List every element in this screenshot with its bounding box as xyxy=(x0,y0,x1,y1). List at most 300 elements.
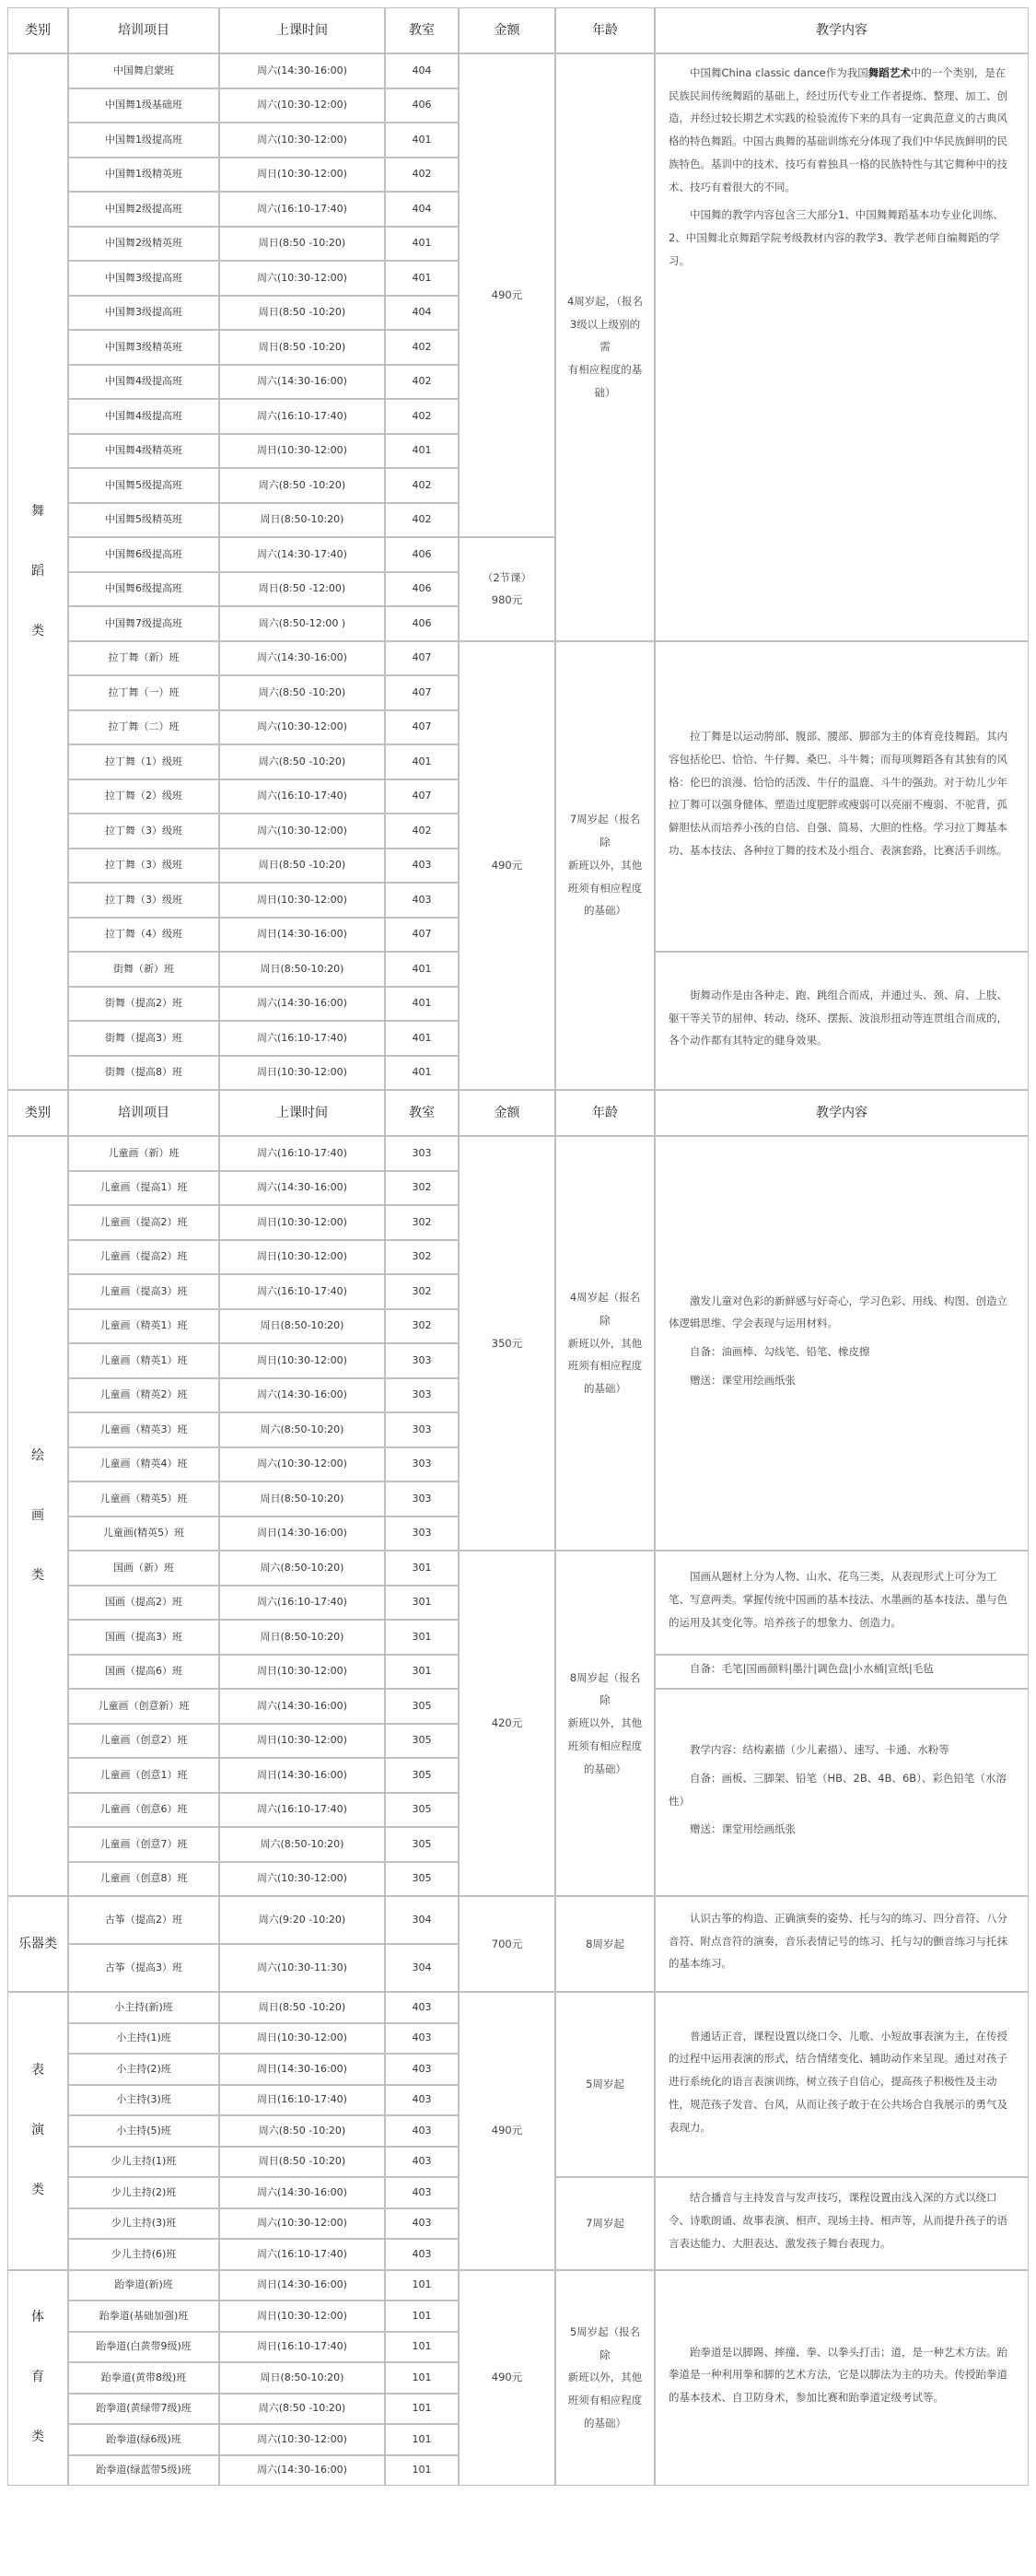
class-time: 周六(14:30-16:00) xyxy=(219,641,385,676)
class-time: 周日(8:50 -10:20) xyxy=(219,849,385,884)
header-room: 教室 xyxy=(385,1090,459,1136)
category-label: 类 xyxy=(31,2183,44,2198)
classroom: 403 xyxy=(385,883,459,918)
course-name: 儿童画（提高2）班 xyxy=(68,1205,219,1240)
content-text: 中国舞的教学内容包含三大部分1、中国舞舞蹈基本功专业化训练、2、中国舞北京舞蹈学院考级教材内容的教学3、教学老师自编舞蹈的学习。 xyxy=(669,208,1004,267)
class-time: 周日(10:30-12:00) xyxy=(219,1056,385,1091)
course-name: 小主持(1)班 xyxy=(68,2023,219,2055)
classroom: 406 xyxy=(385,572,459,607)
teaching-content xyxy=(655,2177,1029,2270)
classroom: 303 xyxy=(385,1481,459,1516)
header-content: 教学内容 xyxy=(655,1090,1029,1136)
classroom: 302 xyxy=(385,1309,459,1344)
class-time: 周日(8:50-10:20) xyxy=(219,2362,385,2394)
header-course: 培训项目 xyxy=(68,7,219,53)
classroom: 301 xyxy=(385,1620,459,1655)
classroom: 403 xyxy=(385,2085,459,2116)
classroom: 301 xyxy=(385,1586,459,1621)
classroom: 101 xyxy=(385,2332,459,2363)
content-text: 自备：油画棒、勾线笔、铅笔、橡皮擦 xyxy=(690,1345,870,1358)
class-time: 周六(16:10-17:40) xyxy=(219,1021,385,1056)
course-name: 中国舞3级提高班 xyxy=(68,296,219,331)
classroom: 305 xyxy=(385,1862,459,1897)
class-time: 周六(14:30-16:00) xyxy=(219,987,385,1022)
class-time: 周日(16:10-17:40) xyxy=(219,2085,385,2116)
content-text: 普通话正音，课程设置以绕口令、儿歌、小短故事表演为主，在传授的过程中运用表演的形式，结合情绪变化、辅助动作来呈现。通过对孩子进行系统化的语言表演训练，树立孩子自信心，提高孩子积极性及主动性，规范孩子发音、台风，从而让孩子敢于在公共场合自我展示的勇气及表现力。 xyxy=(669,2029,1007,2134)
class-time: 周日(14:30-16:00) xyxy=(219,2270,385,2301)
classroom: 301 xyxy=(385,1655,459,1690)
classroom: 305 xyxy=(385,1758,459,1793)
category-label: 乐器类 xyxy=(18,1936,57,1951)
course-name: 跆拳道(白黄带9级)班 xyxy=(68,2332,219,2363)
age-requirement: 7周岁起（报名除 新班以外，其他 班须有相应程度 的基础） xyxy=(555,641,655,1091)
course-name: 拉丁舞（4）级班 xyxy=(68,918,219,953)
content-text: 教学内容：结构素描（少儿素描）、速写、卡通、水粉等 xyxy=(690,1743,949,1757)
course-name: 儿童画(精英5）班 xyxy=(68,1516,219,1551)
class-time: 周六(14:30-16:00) xyxy=(219,1689,385,1724)
course-name: 儿童画（精英5）班 xyxy=(68,1481,219,1516)
course-name: 中国舞5级精英班 xyxy=(68,503,219,538)
classroom: 406 xyxy=(385,88,459,123)
class-time: 周六(14:30-16:00) xyxy=(219,365,385,400)
category-cell-sports xyxy=(7,2270,68,2487)
course-name: 跆拳道(绿蓝带5级)班 xyxy=(68,2455,219,2487)
classroom: 402 xyxy=(385,365,459,400)
classroom: 101 xyxy=(385,2362,459,2394)
class-time: 周日(8:50-10:20) xyxy=(219,1309,385,1344)
course-name: 拉丁舞（3）级班 xyxy=(68,849,219,884)
category-label: 育 xyxy=(31,2370,44,2385)
classroom: 402 xyxy=(385,814,459,849)
class-time: 周六(16:10-17:40) xyxy=(219,1136,385,1171)
class-time: 周六(8:50 -10:20) xyxy=(219,675,385,710)
course-name: 少儿主持(1)班 xyxy=(68,2147,219,2178)
course-name: 儿童画（精英4）班 xyxy=(68,1447,219,1482)
content-text: 激发儿童对色彩的新鲜感与好奇心，学习色彩、用线、构图、创造立体逻辑思维、学会表现与运用材料。 xyxy=(669,1294,1007,1330)
content-paragraph xyxy=(669,2025,1015,2139)
course-name: 跆拳道(绿6级)班 xyxy=(68,2424,219,2455)
classroom: 305 xyxy=(385,1689,459,1724)
course-name: 小主持(2)班 xyxy=(68,2054,219,2085)
content-paragraph xyxy=(669,2186,1015,2254)
class-time: 周六(16:10-17:40) xyxy=(219,2239,385,2270)
class-time: 周六(14:30-16:00) xyxy=(219,1171,385,1206)
content-text: 跆拳道是以脚踢、摔撞、拳、以拳头打击；道，是一种艺术方法。跆拳道是一种利用拳和脚的艺术方法，它是以脚法为主的功夫。传授跆拳道的基本技术、自卫防身术，参加比赛和跆拳道定级考试等。 xyxy=(669,2345,1007,2405)
class-time: 周六(14:30-17:40) xyxy=(219,537,385,572)
category-label: 表 xyxy=(31,2063,44,2078)
course-name: 儿童画（创意7）班 xyxy=(68,1827,219,1862)
age-requirement: 7周岁起 xyxy=(555,2177,655,2270)
class-time: 周六(10:30-12:00) xyxy=(219,710,385,745)
classroom: 304 xyxy=(385,1896,459,1944)
class-time: 周六(10:30-12:00) xyxy=(219,123,385,158)
course-name: 拉丁舞（3）级班 xyxy=(68,814,219,849)
course-name: 儿童画（提高2）班 xyxy=(68,1240,219,1275)
classroom: 403 xyxy=(385,2239,459,2270)
course-name: 中国舞6级提高班 xyxy=(68,537,219,572)
class-time: 周日(8:50-10:20) xyxy=(219,1620,385,1655)
course-name: 跆拳道(黄带8级)班 xyxy=(68,2362,219,2394)
classroom: 303 xyxy=(385,1516,459,1551)
category-label: 画 xyxy=(31,1508,44,1523)
class-time: 周日(16:10-17:40) xyxy=(219,2332,385,2363)
classroom: 303 xyxy=(385,1378,459,1413)
teaching-content xyxy=(655,53,1029,641)
classroom: 403 xyxy=(385,2177,459,2208)
content-text: 中国舞China classic dance作为我国 xyxy=(690,66,868,79)
class-time: 周日(8:50 -10:20) xyxy=(219,227,385,262)
price-cell: 490元 xyxy=(459,641,555,1091)
class-time: 周日(10:30-12:00) xyxy=(219,1205,385,1240)
header-time: 上课时间 xyxy=(219,7,385,53)
classroom: 402 xyxy=(385,330,459,365)
content-text: 赠送：课堂用绘画纸张 xyxy=(690,1373,796,1387)
course-name: 中国舞2级精英班 xyxy=(68,227,219,262)
price-cell: 350元 xyxy=(459,1136,555,1551)
class-time: 周六(16:10-17:40) xyxy=(219,1274,385,1309)
class-time: 周日(8:50 -12:00) xyxy=(219,572,385,607)
course-name: 中国舞4级提高班 xyxy=(68,365,219,400)
classroom: 402 xyxy=(385,158,459,193)
class-time: 周六(10:30-12:00) xyxy=(219,814,385,849)
classroom: 401 xyxy=(385,1021,459,1056)
course-name: 拉丁舞（二）班 xyxy=(68,710,219,745)
content-paragraph xyxy=(669,1739,949,1762)
course-name: 儿童画（创意2）班 xyxy=(68,1724,219,1759)
price-cell: 490元 xyxy=(459,53,555,537)
classroom: 305 xyxy=(385,1724,459,1759)
class-time: 周六(8:50-12:00 ) xyxy=(219,606,385,641)
content-text: 中的一个类别，是在民族民间传统舞蹈的基础上，经过历代专业工作者提炼、整理、加工、创造，并经过较长期艺术实践的检验流传下来的具有一定典范意义的古典风格的特色舞蹈。中国古典舞的基础训练充分体现了我们中华民族鲜明的民族特色。基训中的技术、技巧有着独具一格的民族特性与其它舞种中的技术、技巧有着很大的不同。 xyxy=(669,66,1007,193)
course-name: 国画（新）班 xyxy=(68,1551,219,1586)
classroom: 403 xyxy=(385,849,459,884)
course-name: 少儿主持(6)班 xyxy=(68,2239,219,2270)
course-name: 拉丁舞（2）级班 xyxy=(68,779,219,814)
content-text: 国画从题材上分为人物、山水、花鸟三类，从表现形式上可分为工笔、写意两类。掌握传统中国画的基本技法、水墨画的基本技法、墨与色的运用及其变化等。培养孩子的想象力、创造力。 xyxy=(669,1570,1007,1629)
classroom: 302 xyxy=(385,1205,459,1240)
class-time: 周六(14:30-16:00) xyxy=(219,2177,385,2208)
course-name: 小主持(5)班 xyxy=(68,2115,219,2147)
classroom: 404 xyxy=(385,192,459,227)
category-label: 体 xyxy=(31,2310,44,2325)
class-time: 周六(8:50 -10:20) xyxy=(219,468,385,503)
course-name: 街舞（提高8）班 xyxy=(68,1056,219,1091)
course-name: 国画（提高2）班 xyxy=(68,1586,219,1621)
category-label: 蹈 xyxy=(31,564,44,579)
course-name: 街舞（提高2）班 xyxy=(68,987,219,1022)
header-price: 金额 xyxy=(459,7,555,53)
classroom: 404 xyxy=(385,53,459,88)
course-name: 拉丁舞（3）级班 xyxy=(68,883,219,918)
age-requirement: 8周岁起 xyxy=(555,1896,655,1992)
classroom: 402 xyxy=(385,503,459,538)
class-time: 周日(8:50-10:20) xyxy=(219,1481,385,1516)
class-time: 周六(16:10-17:40) xyxy=(219,779,385,814)
class-time: 周六(14:30-16:00) xyxy=(219,53,385,88)
classroom: 401 xyxy=(385,1056,459,1091)
content-paragraph xyxy=(669,1565,1015,1633)
class-time: 周日(8:50-10:20) xyxy=(219,952,385,987)
class-time: 周六(16:10-17:40) xyxy=(219,1586,385,1621)
class-time: 周六(10:30-12:00) xyxy=(219,2424,385,2455)
classroom: 404 xyxy=(385,296,459,331)
course-name: 中国舞4级精英班 xyxy=(68,434,219,469)
course-name: 中国舞5级提高班 xyxy=(68,468,219,503)
class-time: 周六(14:30-16:00) xyxy=(219,1378,385,1413)
class-time: 周六(10:30-12:00) xyxy=(219,261,385,296)
price-cell: 490元 xyxy=(459,1992,555,2270)
content-paragraph xyxy=(669,1290,1015,1335)
content-paragraph xyxy=(669,1767,1015,1812)
price-cell: 490元 xyxy=(459,2270,555,2487)
content-paragraph xyxy=(669,1341,870,1364)
content-text: 拉丁舞是以运动胯部、腹部、腰部、脚部为主的体育竞技舞蹈。其内容包括伦巴、恰恰、牛仔舞、桑巴、斗牛舞；而每项舞蹈各有其独有的风格：伦巴的浪漫、恰恰的活泼、牛仔的温鹿、斗牛的强劲。对于幼儿少年拉丁舞可以强身健体、塑造过度肥胖或瘦弱可以亮丽不瘦弱、不驼背，孤僻胆怯从而培养小孩的自信、自强、简易、大胆的性格。学习拉丁舞基本功、基本技法、各种拉丁舞的技术及小组合、表演套路，比赛活手训练。 xyxy=(669,730,1007,857)
class-time: 周日(14:30-16:00) xyxy=(219,1758,385,1793)
course-name: 中国舞启蒙班 xyxy=(68,53,219,88)
category-cell-painting xyxy=(7,1136,68,1896)
content-text: 赠送：课堂用绘画纸张 xyxy=(690,1822,796,1836)
content-paragraph xyxy=(669,725,1015,861)
course-name: 儿童画（创意1）班 xyxy=(68,1758,219,1793)
content-paragraph xyxy=(669,1818,796,1841)
category-cell-instrument xyxy=(7,1896,68,1992)
course-name: 中国舞6级提高班 xyxy=(68,572,219,607)
class-time: 周六(8:50 -10:20) xyxy=(219,2115,385,2147)
course-name: 中国舞4级提高班 xyxy=(68,399,219,434)
classroom: 403 xyxy=(385,2023,459,2055)
course-name: 古筝（提高2）班 xyxy=(68,1896,219,1944)
content-paragraph xyxy=(669,2341,1015,2409)
class-time: 周日(10:30-12:00) xyxy=(219,434,385,469)
classroom: 303 xyxy=(385,1343,459,1378)
course-name: 中国舞1级精英班 xyxy=(68,158,219,193)
course-name: 中国舞2级提高班 xyxy=(68,192,219,227)
class-time: 周六(8:50-10:20) xyxy=(219,1827,385,1862)
category-cell-performance xyxy=(7,1992,68,2270)
classroom: 303 xyxy=(385,1447,459,1482)
age-requirement: 4周岁起（报名除 新班以外，其他 班须有相应程度 的基础） xyxy=(555,1136,655,1551)
class-time: 周日(8:50 -10:20) xyxy=(219,2147,385,2178)
course-name: 儿童画（创意6）班 xyxy=(68,1793,219,1828)
class-time: 周日(10:30-12:00) xyxy=(219,1240,385,1275)
category-label: 类 xyxy=(31,624,44,638)
course-name: 儿童画（新）班 xyxy=(68,1136,219,1171)
class-time: 周日(10:30-12:00) xyxy=(219,158,385,193)
price-cell: 700元 xyxy=(459,1896,555,1992)
classroom: 407 xyxy=(385,710,459,745)
class-time: 周日(14:30-16:00) xyxy=(219,2054,385,2085)
course-schedule-table xyxy=(7,7,1029,2569)
classroom: 407 xyxy=(385,675,459,710)
course-name: 国画（提高6）班 xyxy=(68,1655,219,1690)
course-name: 儿童画（精英1）班 xyxy=(68,1343,219,1378)
course-name: 跆拳道(黄绿带7级)班 xyxy=(68,2394,219,2425)
classroom: 402 xyxy=(385,468,459,503)
course-name: 少儿主持(3)班 xyxy=(68,2208,219,2240)
classroom: 303 xyxy=(385,1136,459,1171)
class-time: 周日(10:30-12:00) xyxy=(219,1655,385,1690)
class-time: 周日(10:30-12:00) xyxy=(219,2301,385,2332)
classroom: 101 xyxy=(385,2301,459,2332)
course-name: 街舞（提高3）班 xyxy=(68,1021,219,1056)
age-requirement: 5周岁起 xyxy=(555,1992,655,2177)
course-name: 中国舞3级提高班 xyxy=(68,261,219,296)
category-cell-dance xyxy=(7,53,68,1090)
class-time: 周六(10:30-12:00) xyxy=(219,1447,385,1482)
content-text: 自备：毛笔|国画颜料|墨汁|调色盘|小水桶|宣纸|毛毡 xyxy=(690,1661,934,1675)
classroom: 302 xyxy=(385,1171,459,1206)
content-paragraph xyxy=(669,204,1015,272)
classroom: 401 xyxy=(385,227,459,262)
class-time: 周日(8:50 -10:20) xyxy=(219,1992,385,2023)
class-time: 周六(16:10-17:40) xyxy=(219,1793,385,1828)
header-time: 上课时间 xyxy=(219,1090,385,1136)
class-time: 周日(14:30-16:00) xyxy=(219,918,385,953)
class-time: 周六(8:50 -10:20) xyxy=(219,744,385,779)
class-time: 周日(8:50 -10:20) xyxy=(219,330,385,365)
class-time: 周日(10:30-12:00) xyxy=(219,1724,385,1759)
teaching-content xyxy=(655,1551,1029,1655)
classroom: 401 xyxy=(385,261,459,296)
classroom: 406 xyxy=(385,606,459,641)
content-text: 认识古筝的构造、正确演奏的姿势、托与勾的练习、四分音符、八分音符、附点音符的演奏，音乐表情记号的练习、托与勾的颤音练习与托抹的基本练习。 xyxy=(669,1911,1007,1971)
classroom: 302 xyxy=(385,1274,459,1309)
course-name: 国画（提高3）班 xyxy=(68,1620,219,1655)
classroom: 101 xyxy=(385,2270,459,2301)
classroom: 301 xyxy=(385,1551,459,1586)
course-name: 拉丁舞（1）级班 xyxy=(68,744,219,779)
teaching-content xyxy=(655,1136,1029,1551)
classroom: 305 xyxy=(385,1827,459,1862)
classroom: 401 xyxy=(385,952,459,987)
class-time: 周六(10:30-11:30) xyxy=(219,1944,385,1992)
classroom: 101 xyxy=(385,2424,459,2455)
course-name: 拉丁舞（一）班 xyxy=(68,675,219,710)
classroom: 403 xyxy=(385,2147,459,2178)
category-label: 舞 xyxy=(31,504,44,519)
classroom: 407 xyxy=(385,918,459,953)
classroom: 304 xyxy=(385,1944,459,1992)
class-time: 周六(8:50-10:20) xyxy=(219,1412,385,1447)
class-time: 周日(8:50-10:20) xyxy=(219,503,385,538)
header-age: 年龄 xyxy=(555,1090,655,1136)
content-text: 自备：画板、三脚架、铅笔（HB、2B、4B、6B）、彩色铅笔（水溶性） xyxy=(669,1771,1007,1808)
classroom: 406 xyxy=(385,537,459,572)
class-time: 周六(14:30-16:00) xyxy=(219,2455,385,2487)
course-name: 儿童画（精英1）班 xyxy=(68,1309,219,1344)
classroom: 302 xyxy=(385,1240,459,1275)
classroom: 407 xyxy=(385,779,459,814)
header-age: 年龄 xyxy=(555,7,655,53)
header-category: 类别 xyxy=(7,1090,68,1136)
teaching-content xyxy=(655,2270,1029,2487)
classroom: 407 xyxy=(385,641,459,676)
content-paragraph xyxy=(669,1907,1015,1975)
course-name: 跆拳道(新)班 xyxy=(68,2270,219,2301)
header-price: 金额 xyxy=(459,1090,555,1136)
course-name: 街舞（新）班 xyxy=(68,952,219,987)
content-text: 结合播音与主持发音与发声技巧，课程设置由浅入深的方式以绕口令、诗歌朗诵、故事表演、相声、现场主持、相声等，从而提升孩子的语言表达能力、大胆表达、激发孩子舞台表现力。 xyxy=(669,2191,1007,2250)
teaching-content xyxy=(655,1655,1029,1690)
class-time: 周六(9:20 -10:20) xyxy=(219,1896,385,1944)
category-label: 类 xyxy=(31,1568,44,1583)
classroom: 401 xyxy=(385,744,459,779)
course-name: 小主持(3)班 xyxy=(68,2085,219,2116)
course-name: 小主持(新)班 xyxy=(68,1992,219,2023)
classroom: 402 xyxy=(385,399,459,434)
teaching-content xyxy=(655,952,1029,1090)
teaching-content xyxy=(655,1689,1029,1896)
content-paragraph xyxy=(669,984,1015,1052)
classroom: 401 xyxy=(385,987,459,1022)
price-cell: （2节课） 980元 xyxy=(459,537,555,641)
age-requirement: 4周岁起，（报名 3级以上级别的需 有相应程度的基 础） xyxy=(555,53,655,641)
course-name: 儿童画（创意8）班 xyxy=(68,1862,219,1897)
course-name: 中国舞1级提高班 xyxy=(68,123,219,158)
teaching-content xyxy=(655,641,1029,953)
class-time: 周六(16:10-17:40) xyxy=(219,192,385,227)
age-requirement: 5周岁起（报名除 新班以外，其他 班须有相应程度 的基础） xyxy=(555,2270,655,2487)
header-category: 类别 xyxy=(7,7,68,53)
class-time: 周日(10:30-12:00) xyxy=(219,2023,385,2055)
category-label: 绘 xyxy=(31,1448,44,1463)
class-time: 周六(10:30-12:00) xyxy=(219,88,385,123)
class-time: 周日(8:50 -10:20) xyxy=(219,296,385,331)
category-label: 类 xyxy=(31,2430,44,2445)
content-paragraph xyxy=(669,1369,796,1392)
classroom: 403 xyxy=(385,2115,459,2147)
course-name: 中国舞7级提高班 xyxy=(68,606,219,641)
course-name: 儿童画（提高1）班 xyxy=(68,1171,219,1206)
class-time: 周六(10:30-12:00) xyxy=(219,2208,385,2240)
course-name: 儿童画（精英2）班 xyxy=(68,1378,219,1413)
class-time: 周日(10:30-12:00) xyxy=(219,1343,385,1378)
classroom: 305 xyxy=(385,1793,459,1828)
course-name: 中国舞1级基础班 xyxy=(68,88,219,123)
course-name: 中国舞3级精英班 xyxy=(68,330,219,365)
class-time: 周日(14:30-16:00) xyxy=(219,1516,385,1551)
header-content: 教学内容 xyxy=(655,7,1029,53)
classroom: 403 xyxy=(385,2054,459,2085)
course-name: 儿童画（提高3）班 xyxy=(68,1274,219,1309)
header-room: 教室 xyxy=(385,7,459,53)
classroom: 403 xyxy=(385,2208,459,2240)
class-time: 周六(8:50 -10:20) xyxy=(219,2394,385,2425)
bold-term: 舞蹈艺术 xyxy=(867,66,911,79)
teaching-content xyxy=(655,1896,1029,1992)
price-cell: 420元 xyxy=(459,1551,555,1896)
classroom: 401 xyxy=(385,434,459,469)
category-label: 演 xyxy=(31,2123,44,2138)
course-name: 儿童画（精英3）班 xyxy=(68,1412,219,1447)
classroom: 101 xyxy=(385,2394,459,2425)
header-course: 培训项目 xyxy=(68,1090,219,1136)
course-name: 古筝（提高3）班 xyxy=(68,1944,219,1992)
course-name: 跆拳道(基础加强)班 xyxy=(68,2301,219,2332)
course-name: 少儿主持(2)班 xyxy=(68,2177,219,2208)
classroom: 101 xyxy=(385,2455,459,2487)
teaching-content xyxy=(655,1992,1029,2177)
classroom: 303 xyxy=(385,1412,459,1447)
class-time: 周六(10:30-12:00) xyxy=(219,1862,385,1897)
age-requirement: 8周岁起（报名除 新班以外，其他 班须有相应程度 的基础） xyxy=(555,1551,655,1896)
content-paragraph xyxy=(669,62,1015,198)
course-name: 拉丁舞（新）班 xyxy=(68,641,219,676)
classroom: 403 xyxy=(385,1992,459,2023)
classroom: 401 xyxy=(385,123,459,158)
class-time: 周日(10:30-12:00) xyxy=(219,883,385,918)
course-name: 儿童画（创意新）班 xyxy=(68,1689,219,1724)
